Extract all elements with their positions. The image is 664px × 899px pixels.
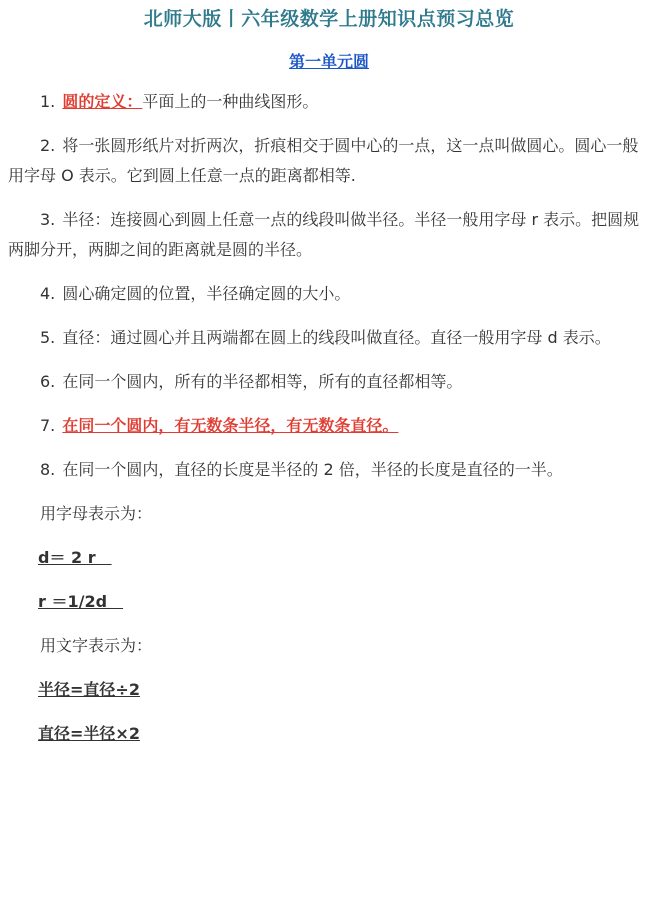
unit-title: 第一单元圆 [288,52,369,71]
point-number: 8. [40,460,56,479]
point-8 [8,455,650,485]
point-number: 2. [40,136,56,155]
definition-label: 圆的定义： [62,92,143,111]
page-title: 北师大版丨六年级数学上册知识点预习总览 [143,8,515,30]
formula-r: r ＝1/2d [38,592,124,611]
point-text: 平面上的一种曲线图形。 [142,92,319,111]
point-number: 4. [40,284,56,303]
point-number: 3. [40,210,56,229]
point-text: 在同一个圆内，直径的长度是半径的 2 倍，半径的长度是直径的一半。 [62,460,563,479]
point-text: 半径：连接圆心到圆上任意一点的线段叫做半径。半径一般用字母 r 表示。把圆规两脚分开，两脚之间的距离就是圆的半径。 [8,210,640,259]
point-3 [8,205,650,265]
point-text: 在同一个圆内，所有的半径都相等，所有的直径都相等。 [62,372,463,391]
point-text: 圆心确定圆的位置，半径确定圆的大小。 [62,284,351,303]
point-2 [8,131,650,191]
point-5 [8,323,650,353]
point-number: 1. [40,92,56,111]
point-7 [8,411,650,441]
point-number: 6. [40,372,56,391]
point-4 [8,279,650,309]
formula-d: d＝ 2 r [38,548,112,567]
point-6 [8,367,650,397]
point-number: 7. [40,416,56,435]
formula-diameter: 直径=半径×2 [38,724,140,743]
highlighted-point-text: 在同一个圆内，有无数条半径，有无数条直径。 [62,416,399,435]
point-text: 将一张圆形纸片对折两次，折痕相交于圆中心的一点，这一点叫做圆心。圆心一般用字母 O 表示。它到圆上任意一点的距离都相等. [8,136,639,185]
point-number: 5. [40,328,56,347]
word-formula-intro: 用文字表示为： [40,636,153,655]
point-1 [8,87,650,117]
point-text: 直径：通过圆心并且两端都在圆上的线段叫做直径。直径一般用字母 d 表示。 [62,328,611,347]
formula-radius: 半径=直径÷2 [38,680,140,699]
letter-formula-intro: 用字母表示为： [40,504,153,523]
